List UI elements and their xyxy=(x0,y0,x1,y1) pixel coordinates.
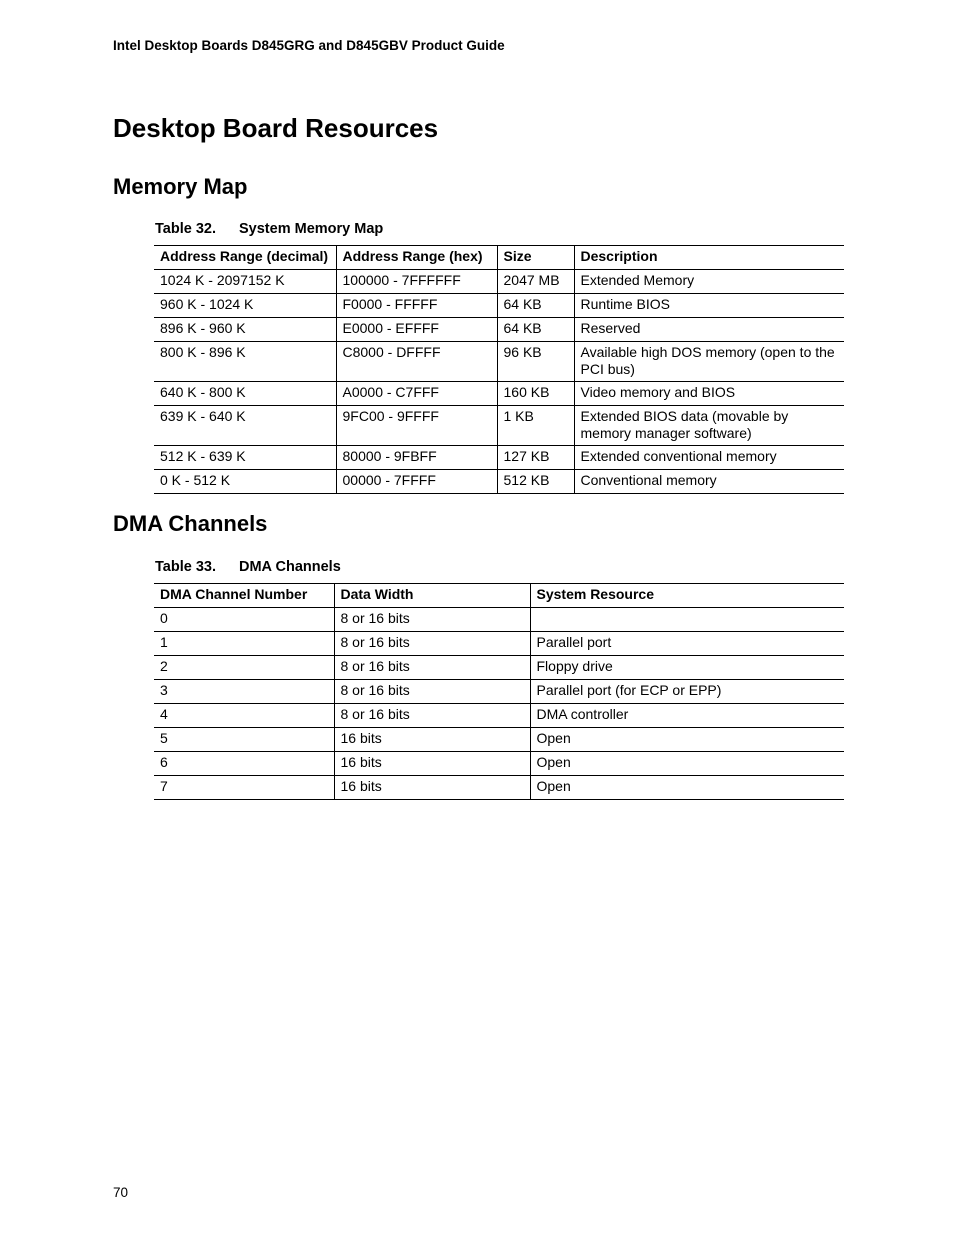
table-row xyxy=(154,608,844,632)
memory-map-table xyxy=(154,245,844,494)
table-row xyxy=(154,446,844,470)
table-cell: 16 bits xyxy=(334,776,530,800)
table-row xyxy=(154,406,844,446)
table-cell: Parallel port (for ECP or EPP) xyxy=(530,680,844,704)
column-header: Size xyxy=(497,246,574,270)
dma-channels-heading: DMA Channels xyxy=(113,511,268,536)
table-row xyxy=(154,704,844,728)
table-cell: Open xyxy=(530,728,844,752)
table-cell: 800 K - 896 K xyxy=(154,342,336,382)
table-cell: Conventional memory xyxy=(574,470,844,494)
dma-table-caption xyxy=(155,559,341,575)
page-number: 70 xyxy=(113,1185,129,1200)
table-cell: Extended Memory xyxy=(574,270,844,294)
table-cell: 100000 - 7FFFFFF xyxy=(336,270,497,294)
table-cell xyxy=(530,608,844,632)
table-cell: Open xyxy=(530,776,844,800)
table-row xyxy=(154,728,844,752)
table-cell: 96 KB xyxy=(497,342,574,382)
running-header: Intel Desktop Boards D845GRG and D845GBV Product Guide xyxy=(113,38,505,53)
table-header-row xyxy=(154,584,844,608)
column-header: DMA Channel Number xyxy=(154,584,334,608)
memory-table-caption-title: System Memory Map xyxy=(239,221,384,237)
table-cell: 0 xyxy=(154,608,334,632)
table-row xyxy=(154,776,844,800)
memory-table-caption-number: Table 32. xyxy=(155,221,216,237)
table-cell: 8 or 16 bits xyxy=(334,632,530,656)
dma-table-caption-title: DMA Channels xyxy=(239,559,341,575)
column-header: Address Range (hex) xyxy=(336,246,497,270)
table-row xyxy=(154,382,844,406)
table-cell: Open xyxy=(530,752,844,776)
table-cell: 512 K - 639 K xyxy=(154,446,336,470)
table-cell: 8 or 16 bits xyxy=(334,656,530,680)
table-row xyxy=(154,318,844,342)
table-row xyxy=(154,470,844,494)
page-title: Desktop Board Resources xyxy=(113,113,439,143)
column-header: Address Range (decimal) xyxy=(154,246,336,270)
dma-channels-table xyxy=(154,583,844,800)
table-cell: 960 K - 1024 K xyxy=(154,294,336,318)
table-cell: 1024 K - 2097152 K xyxy=(154,270,336,294)
table-cell: F0000 - FFFFF xyxy=(336,294,497,318)
table-cell: 8 or 16 bits xyxy=(334,608,530,632)
table-cell: 2047 MB xyxy=(497,270,574,294)
table-cell: 8 or 16 bits xyxy=(334,680,530,704)
table-cell: 6 xyxy=(154,752,334,776)
table-cell: Video memory and BIOS xyxy=(574,382,844,406)
table-cell: 1 xyxy=(154,632,334,656)
table-row xyxy=(154,680,844,704)
memory-table-caption xyxy=(155,221,383,237)
table-row xyxy=(154,342,844,382)
table-cell: 2 xyxy=(154,656,334,680)
table-cell: Extended BIOS data (movable by memory manager software) xyxy=(574,406,844,446)
table-cell: 7 xyxy=(154,776,334,800)
table-cell: 16 bits xyxy=(334,728,530,752)
table-header-row xyxy=(154,246,844,270)
table-cell: Parallel port xyxy=(530,632,844,656)
table-row xyxy=(154,752,844,776)
table-cell: Runtime BIOS xyxy=(574,294,844,318)
column-header: Description xyxy=(574,246,844,270)
table-cell: DMA controller xyxy=(530,704,844,728)
table-cell: 0 K - 512 K xyxy=(154,470,336,494)
table-cell: 5 xyxy=(154,728,334,752)
table-cell: 639 K - 640 K xyxy=(154,406,336,446)
table-cell: Floppy drive xyxy=(530,656,844,680)
table-cell: 1 KB xyxy=(497,406,574,446)
table-cell: Available high DOS memory (open to the PCI bus) xyxy=(574,342,844,382)
table-cell: Extended conventional memory xyxy=(574,446,844,470)
table-cell: E0000 - EFFFF xyxy=(336,318,497,342)
table-cell: 8 or 16 bits xyxy=(334,704,530,728)
memory-map-heading: Memory Map xyxy=(113,174,248,199)
dma-table-caption-number: Table 33. xyxy=(155,559,216,575)
table-cell: 640 K - 800 K xyxy=(154,382,336,406)
table-cell: 00000 - 7FFFF xyxy=(336,470,497,494)
table-cell: C8000 - DFFFF xyxy=(336,342,497,382)
table-cell: 9FC00 - 9FFFF xyxy=(336,406,497,446)
table-cell: 16 bits xyxy=(334,752,530,776)
table-row xyxy=(154,270,844,294)
column-header: Data Width xyxy=(334,584,530,608)
table-cell: 127 KB xyxy=(497,446,574,470)
table-cell: A0000 - C7FFF xyxy=(336,382,497,406)
table-row xyxy=(154,656,844,680)
column-header: System Resource xyxy=(530,584,844,608)
table-cell: 160 KB xyxy=(497,382,574,406)
table-cell: 80000 - 9FBFF xyxy=(336,446,497,470)
table-cell: 4 xyxy=(154,704,334,728)
table-cell: Reserved xyxy=(574,318,844,342)
table-row xyxy=(154,294,844,318)
table-cell: 64 KB xyxy=(497,294,574,318)
table-cell: 64 KB xyxy=(497,318,574,342)
table-cell: 512 KB xyxy=(497,470,574,494)
table-cell: 3 xyxy=(154,680,334,704)
table-cell: 896 K - 960 K xyxy=(154,318,336,342)
table-row xyxy=(154,632,844,656)
